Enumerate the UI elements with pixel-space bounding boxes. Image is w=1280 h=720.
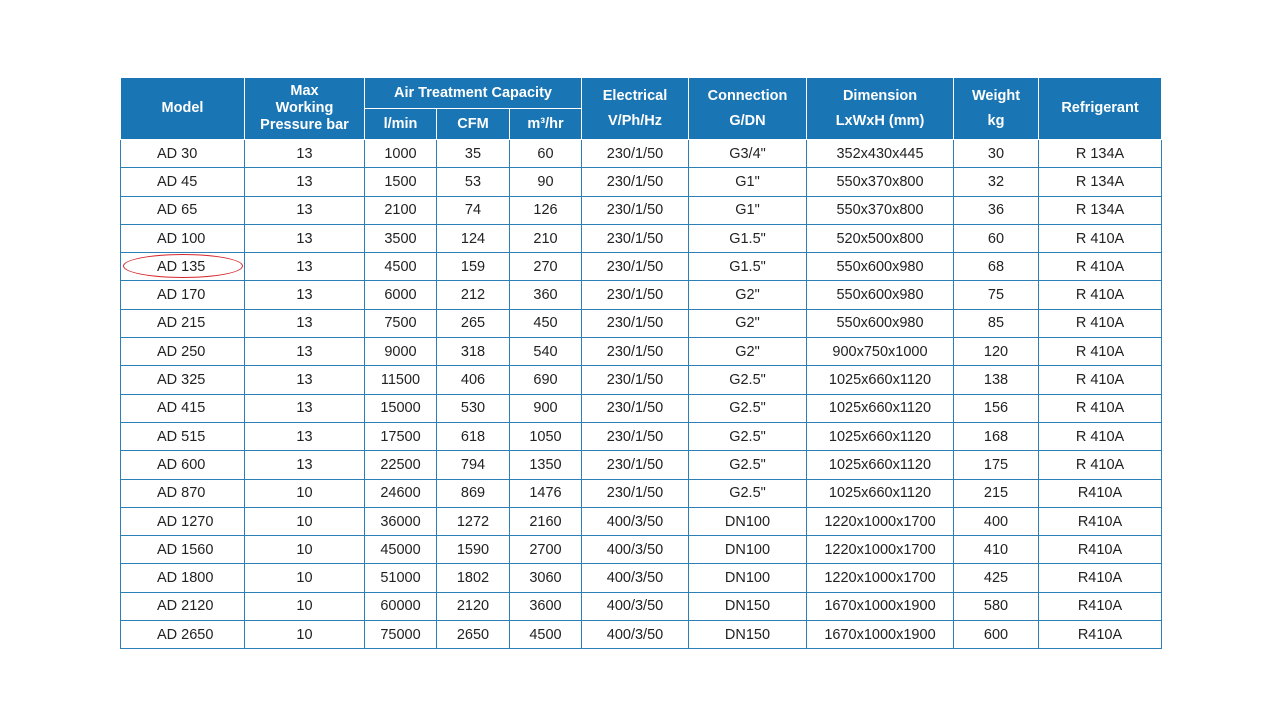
cell-cfm: 1590 — [437, 536, 510, 564]
cell-model: AD 1800 — [121, 564, 245, 592]
cell-electrical: 230/1/50 — [582, 168, 689, 196]
cell-connection: G1" — [689, 196, 807, 224]
cell-weight: 410 — [954, 536, 1039, 564]
cell-dimension: 550x600x980 — [807, 309, 954, 337]
cell-model: AD 1270 — [121, 507, 245, 535]
cell-electrical: 400/3/50 — [582, 507, 689, 535]
cell-weight: 36 — [954, 196, 1039, 224]
cell-cfm: 406 — [437, 366, 510, 394]
spec-table-container — [120, 77, 1161, 649]
spec-table — [120, 77, 1162, 649]
header-refrigerant: Refrigerant — [1039, 78, 1162, 140]
header-model: Model — [121, 78, 245, 140]
cell-electrical: 230/1/50 — [582, 281, 689, 309]
cell-cfm: 212 — [437, 281, 510, 309]
cell-dimension: 520x500x800 — [807, 224, 954, 252]
cell-electrical: 400/3/50 — [582, 564, 689, 592]
cell-connection: DN150 — [689, 621, 807, 649]
cell-dimension: 1670x1000x1900 — [807, 621, 954, 649]
cell-electrical: 400/3/50 — [582, 536, 689, 564]
cell-m3hr: 3060 — [510, 564, 582, 592]
cell-cfm: 124 — [437, 224, 510, 252]
cell-m3hr: 1476 — [510, 479, 582, 507]
table-row — [121, 479, 1162, 507]
cell-connection: G2" — [689, 281, 807, 309]
table-row — [121, 196, 1162, 224]
cell-m3hr: 690 — [510, 366, 582, 394]
cell-dimension: 1025x660x1120 — [807, 422, 954, 450]
table-row — [121, 621, 1162, 649]
cell-weight: 32 — [954, 168, 1039, 196]
cell-weight: 60 — [954, 224, 1039, 252]
header-electrical-line2: V/Ph/Hz — [608, 112, 662, 129]
cell-lmin: 2100 — [365, 196, 437, 224]
cell-lmin: 9000 — [365, 338, 437, 366]
cell-pressure: 13 — [245, 451, 365, 479]
table-row — [121, 451, 1162, 479]
cell-weight: 215 — [954, 479, 1039, 507]
cell-connection: G2" — [689, 309, 807, 337]
cell-m3hr: 1050 — [510, 422, 582, 450]
cell-connection: G2.5" — [689, 422, 807, 450]
cell-electrical: 230/1/50 — [582, 479, 689, 507]
cell-weight: 168 — [954, 422, 1039, 450]
cell-weight: 425 — [954, 564, 1039, 592]
cell-weight: 75 — [954, 281, 1039, 309]
cell-lmin: 11500 — [365, 366, 437, 394]
cell-refrigerant: R410A — [1039, 592, 1162, 620]
cell-dimension: 900x750x1000 — [807, 338, 954, 366]
cell-refrigerant: R 410A — [1039, 394, 1162, 422]
cell-dimension: 1220x1000x1700 — [807, 564, 954, 592]
cell-weight: 156 — [954, 394, 1039, 422]
cell-electrical: 230/1/50 — [582, 366, 689, 394]
table-row — [121, 507, 1162, 535]
table-row — [121, 253, 1162, 281]
cell-refrigerant: R410A — [1039, 479, 1162, 507]
header-dimension-line1: Dimension — [842, 87, 918, 104]
cell-weight: 85 — [954, 309, 1039, 337]
cell-connection: G1" — [689, 168, 807, 196]
cell-electrical: 230/1/50 — [582, 224, 689, 252]
cell-model: AD 65 — [121, 196, 245, 224]
table-row — [121, 366, 1162, 394]
cell-model: AD 1560 — [121, 536, 245, 564]
cell-weight: 30 — [954, 140, 1039, 168]
header-electrical-line1: Electrical — [602, 87, 668, 104]
cell-model: AD 250 — [121, 338, 245, 366]
cell-lmin: 24600 — [365, 479, 437, 507]
cell-cfm: 618 — [437, 422, 510, 450]
cell-m3hr: 210 — [510, 224, 582, 252]
cell-connection: G3/4" — [689, 140, 807, 168]
cell-lmin: 17500 — [365, 422, 437, 450]
cell-model: AD 870 — [121, 479, 245, 507]
cell-dimension: 1220x1000x1700 — [807, 507, 954, 535]
cell-m3hr: 3600 — [510, 592, 582, 620]
cell-refrigerant: R 134A — [1039, 168, 1162, 196]
cell-model: AD 100 — [121, 224, 245, 252]
cell-connection: G2.5" — [689, 366, 807, 394]
header-weight — [954, 78, 1039, 140]
cell-cfm: 1272 — [437, 507, 510, 535]
cell-lmin: 3500 — [365, 224, 437, 252]
cell-connection: DN100 — [689, 507, 807, 535]
cell-pressure: 13 — [245, 309, 365, 337]
cell-electrical: 400/3/50 — [582, 621, 689, 649]
cell-dimension: 1025x660x1120 — [807, 366, 954, 394]
cell-connection: G2" — [689, 338, 807, 366]
cell-cfm: 159 — [437, 253, 510, 281]
cell-pressure: 13 — [245, 281, 365, 309]
cell-connection: G1.5" — [689, 224, 807, 252]
cell-dimension: 1025x660x1120 — [807, 451, 954, 479]
header-connection-line2: G/DN — [729, 112, 766, 129]
cell-connection: DN150 — [689, 592, 807, 620]
cell-refrigerant: R 410A — [1039, 338, 1162, 366]
cell-weight: 175 — [954, 451, 1039, 479]
cell-pressure: 13 — [245, 168, 365, 196]
header-m3hr: m³/hr — [510, 109, 582, 140]
cell-cfm: 2650 — [437, 621, 510, 649]
cell-lmin: 15000 — [365, 394, 437, 422]
cell-lmin: 6000 — [365, 281, 437, 309]
cell-refrigerant: R 134A — [1039, 140, 1162, 168]
cell-cfm: 530 — [437, 394, 510, 422]
table-row — [121, 536, 1162, 564]
header-pressure-line3: Pressure bar — [260, 117, 349, 133]
cell-cfm: 35 — [437, 140, 510, 168]
cell-cfm: 794 — [437, 451, 510, 479]
cell-model: AD 45 — [121, 168, 245, 196]
cell-lmin: 75000 — [365, 621, 437, 649]
cell-m3hr: 90 — [510, 168, 582, 196]
header-dimension — [807, 78, 954, 140]
cell-cfm: 2120 — [437, 592, 510, 620]
table-row — [121, 168, 1162, 196]
header-pressure-line2: Working — [275, 100, 334, 116]
cell-model: AD 600 — [121, 451, 245, 479]
cell-dimension: 352x430x445 — [807, 140, 954, 168]
cell-model: AD 515 — [121, 422, 245, 450]
cell-electrical: 230/1/50 — [582, 196, 689, 224]
cell-electrical: 230/1/50 — [582, 338, 689, 366]
header-pressure — [245, 78, 365, 140]
cell-model: AD 135 — [121, 253, 245, 281]
cell-model: AD 170 — [121, 281, 245, 309]
cell-refrigerant: R410A — [1039, 536, 1162, 564]
cell-dimension: 550x600x980 — [807, 253, 954, 281]
cell-model: AD 2650 — [121, 621, 245, 649]
cell-electrical: 400/3/50 — [582, 592, 689, 620]
cell-model: AD 215 — [121, 309, 245, 337]
cell-electrical: 230/1/50 — [582, 451, 689, 479]
header-pressure-line1: Max — [290, 83, 319, 99]
header-dimension-line2: LxWxH (mm) — [835, 112, 925, 129]
cell-model: AD 30 — [121, 140, 245, 168]
cell-cfm: 53 — [437, 168, 510, 196]
cell-dimension: 550x370x800 — [807, 196, 954, 224]
cell-lmin: 1500 — [365, 168, 437, 196]
cell-lmin: 4500 — [365, 253, 437, 281]
cell-cfm: 1802 — [437, 564, 510, 592]
cell-pressure: 10 — [245, 479, 365, 507]
cell-m3hr: 60 — [510, 140, 582, 168]
cell-refrigerant: R 410A — [1039, 281, 1162, 309]
cell-m3hr: 360 — [510, 281, 582, 309]
table-row — [121, 224, 1162, 252]
cell-model: AD 2120 — [121, 592, 245, 620]
cell-connection: G1.5" — [689, 253, 807, 281]
cell-weight: 600 — [954, 621, 1039, 649]
cell-m3hr: 450 — [510, 309, 582, 337]
cell-dimension: 1025x660x1120 — [807, 394, 954, 422]
cell-pressure: 13 — [245, 253, 365, 281]
header-lmin: l/min — [365, 109, 437, 140]
cell-lmin: 22500 — [365, 451, 437, 479]
cell-dimension: 550x370x800 — [807, 168, 954, 196]
cell-connection: G2.5" — [689, 479, 807, 507]
cell-refrigerant: R410A — [1039, 621, 1162, 649]
table-header — [121, 78, 1162, 140]
cell-cfm: 265 — [437, 309, 510, 337]
cell-dimension: 1220x1000x1700 — [807, 536, 954, 564]
cell-pressure: 13 — [245, 338, 365, 366]
cell-pressure: 10 — [245, 621, 365, 649]
cell-refrigerant: R 410A — [1039, 451, 1162, 479]
cell-connection: G2.5" — [689, 451, 807, 479]
cell-m3hr: 1350 — [510, 451, 582, 479]
cell-pressure: 10 — [245, 507, 365, 535]
cell-pressure: 13 — [245, 366, 365, 394]
cell-electrical: 230/1/50 — [582, 140, 689, 168]
cell-m3hr: 2700 — [510, 536, 582, 564]
cell-lmin: 60000 — [365, 592, 437, 620]
cell-weight: 68 — [954, 253, 1039, 281]
cell-weight: 400 — [954, 507, 1039, 535]
cell-m3hr: 270 — [510, 253, 582, 281]
cell-pressure: 13 — [245, 196, 365, 224]
header-electrical — [582, 78, 689, 140]
cell-weight: 120 — [954, 338, 1039, 366]
cell-m3hr: 4500 — [510, 621, 582, 649]
cell-pressure: 10 — [245, 592, 365, 620]
cell-refrigerant: R 410A — [1039, 253, 1162, 281]
cell-dimension: 550x600x980 — [807, 281, 954, 309]
cell-cfm: 74 — [437, 196, 510, 224]
cell-pressure: 13 — [245, 140, 365, 168]
header-weight-line1: Weight — [971, 87, 1021, 104]
cell-electrical: 230/1/50 — [582, 422, 689, 450]
cell-lmin: 7500 — [365, 309, 437, 337]
cell-refrigerant: R 410A — [1039, 422, 1162, 450]
cell-lmin: 1000 — [365, 140, 437, 168]
cell-m3hr: 2160 — [510, 507, 582, 535]
header-connection — [689, 78, 807, 140]
cell-pressure: 10 — [245, 564, 365, 592]
table-row — [121, 309, 1162, 337]
cell-lmin: 36000 — [365, 507, 437, 535]
cell-model: AD 415 — [121, 394, 245, 422]
table-body — [121, 140, 1162, 649]
table-row — [121, 338, 1162, 366]
cell-pressure: 13 — [245, 422, 365, 450]
cell-connection: DN100 — [689, 564, 807, 592]
cell-m3hr: 900 — [510, 394, 582, 422]
table-row — [121, 140, 1162, 168]
cell-refrigerant: R410A — [1039, 507, 1162, 535]
cell-electrical: 230/1/50 — [582, 309, 689, 337]
header-connection-line1: Connection — [707, 87, 788, 104]
cell-refrigerant: R 410A — [1039, 224, 1162, 252]
cell-pressure: 10 — [245, 536, 365, 564]
header-cfm: CFM — [437, 109, 510, 140]
cell-refrigerant: R 410A — [1039, 366, 1162, 394]
cell-refrigerant: R 410A — [1039, 309, 1162, 337]
cell-electrical: 230/1/50 — [582, 394, 689, 422]
table-row — [121, 564, 1162, 592]
header-weight-line2: kg — [987, 112, 1005, 129]
highlight-ellipse — [123, 254, 243, 278]
cell-lmin: 45000 — [365, 536, 437, 564]
table-row — [121, 394, 1162, 422]
cell-pressure: 13 — [245, 394, 365, 422]
cell-m3hr: 126 — [510, 196, 582, 224]
table-row — [121, 422, 1162, 450]
cell-weight: 138 — [954, 366, 1039, 394]
cell-dimension: 1025x660x1120 — [807, 479, 954, 507]
cell-electrical: 230/1/50 — [582, 253, 689, 281]
cell-cfm: 318 — [437, 338, 510, 366]
header-capacity: Air Treatment Capacity — [365, 78, 582, 109]
cell-weight: 580 — [954, 592, 1039, 620]
cell-m3hr: 540 — [510, 338, 582, 366]
cell-refrigerant: R410A — [1039, 564, 1162, 592]
cell-model: AD 325 — [121, 366, 245, 394]
cell-pressure: 13 — [245, 224, 365, 252]
cell-dimension: 1670x1000x1900 — [807, 592, 954, 620]
cell-cfm: 869 — [437, 479, 510, 507]
cell-connection: DN100 — [689, 536, 807, 564]
cell-lmin: 51000 — [365, 564, 437, 592]
table-row — [121, 592, 1162, 620]
cell-connection: G2.5" — [689, 394, 807, 422]
table-row — [121, 281, 1162, 309]
cell-refrigerant: R 134A — [1039, 196, 1162, 224]
